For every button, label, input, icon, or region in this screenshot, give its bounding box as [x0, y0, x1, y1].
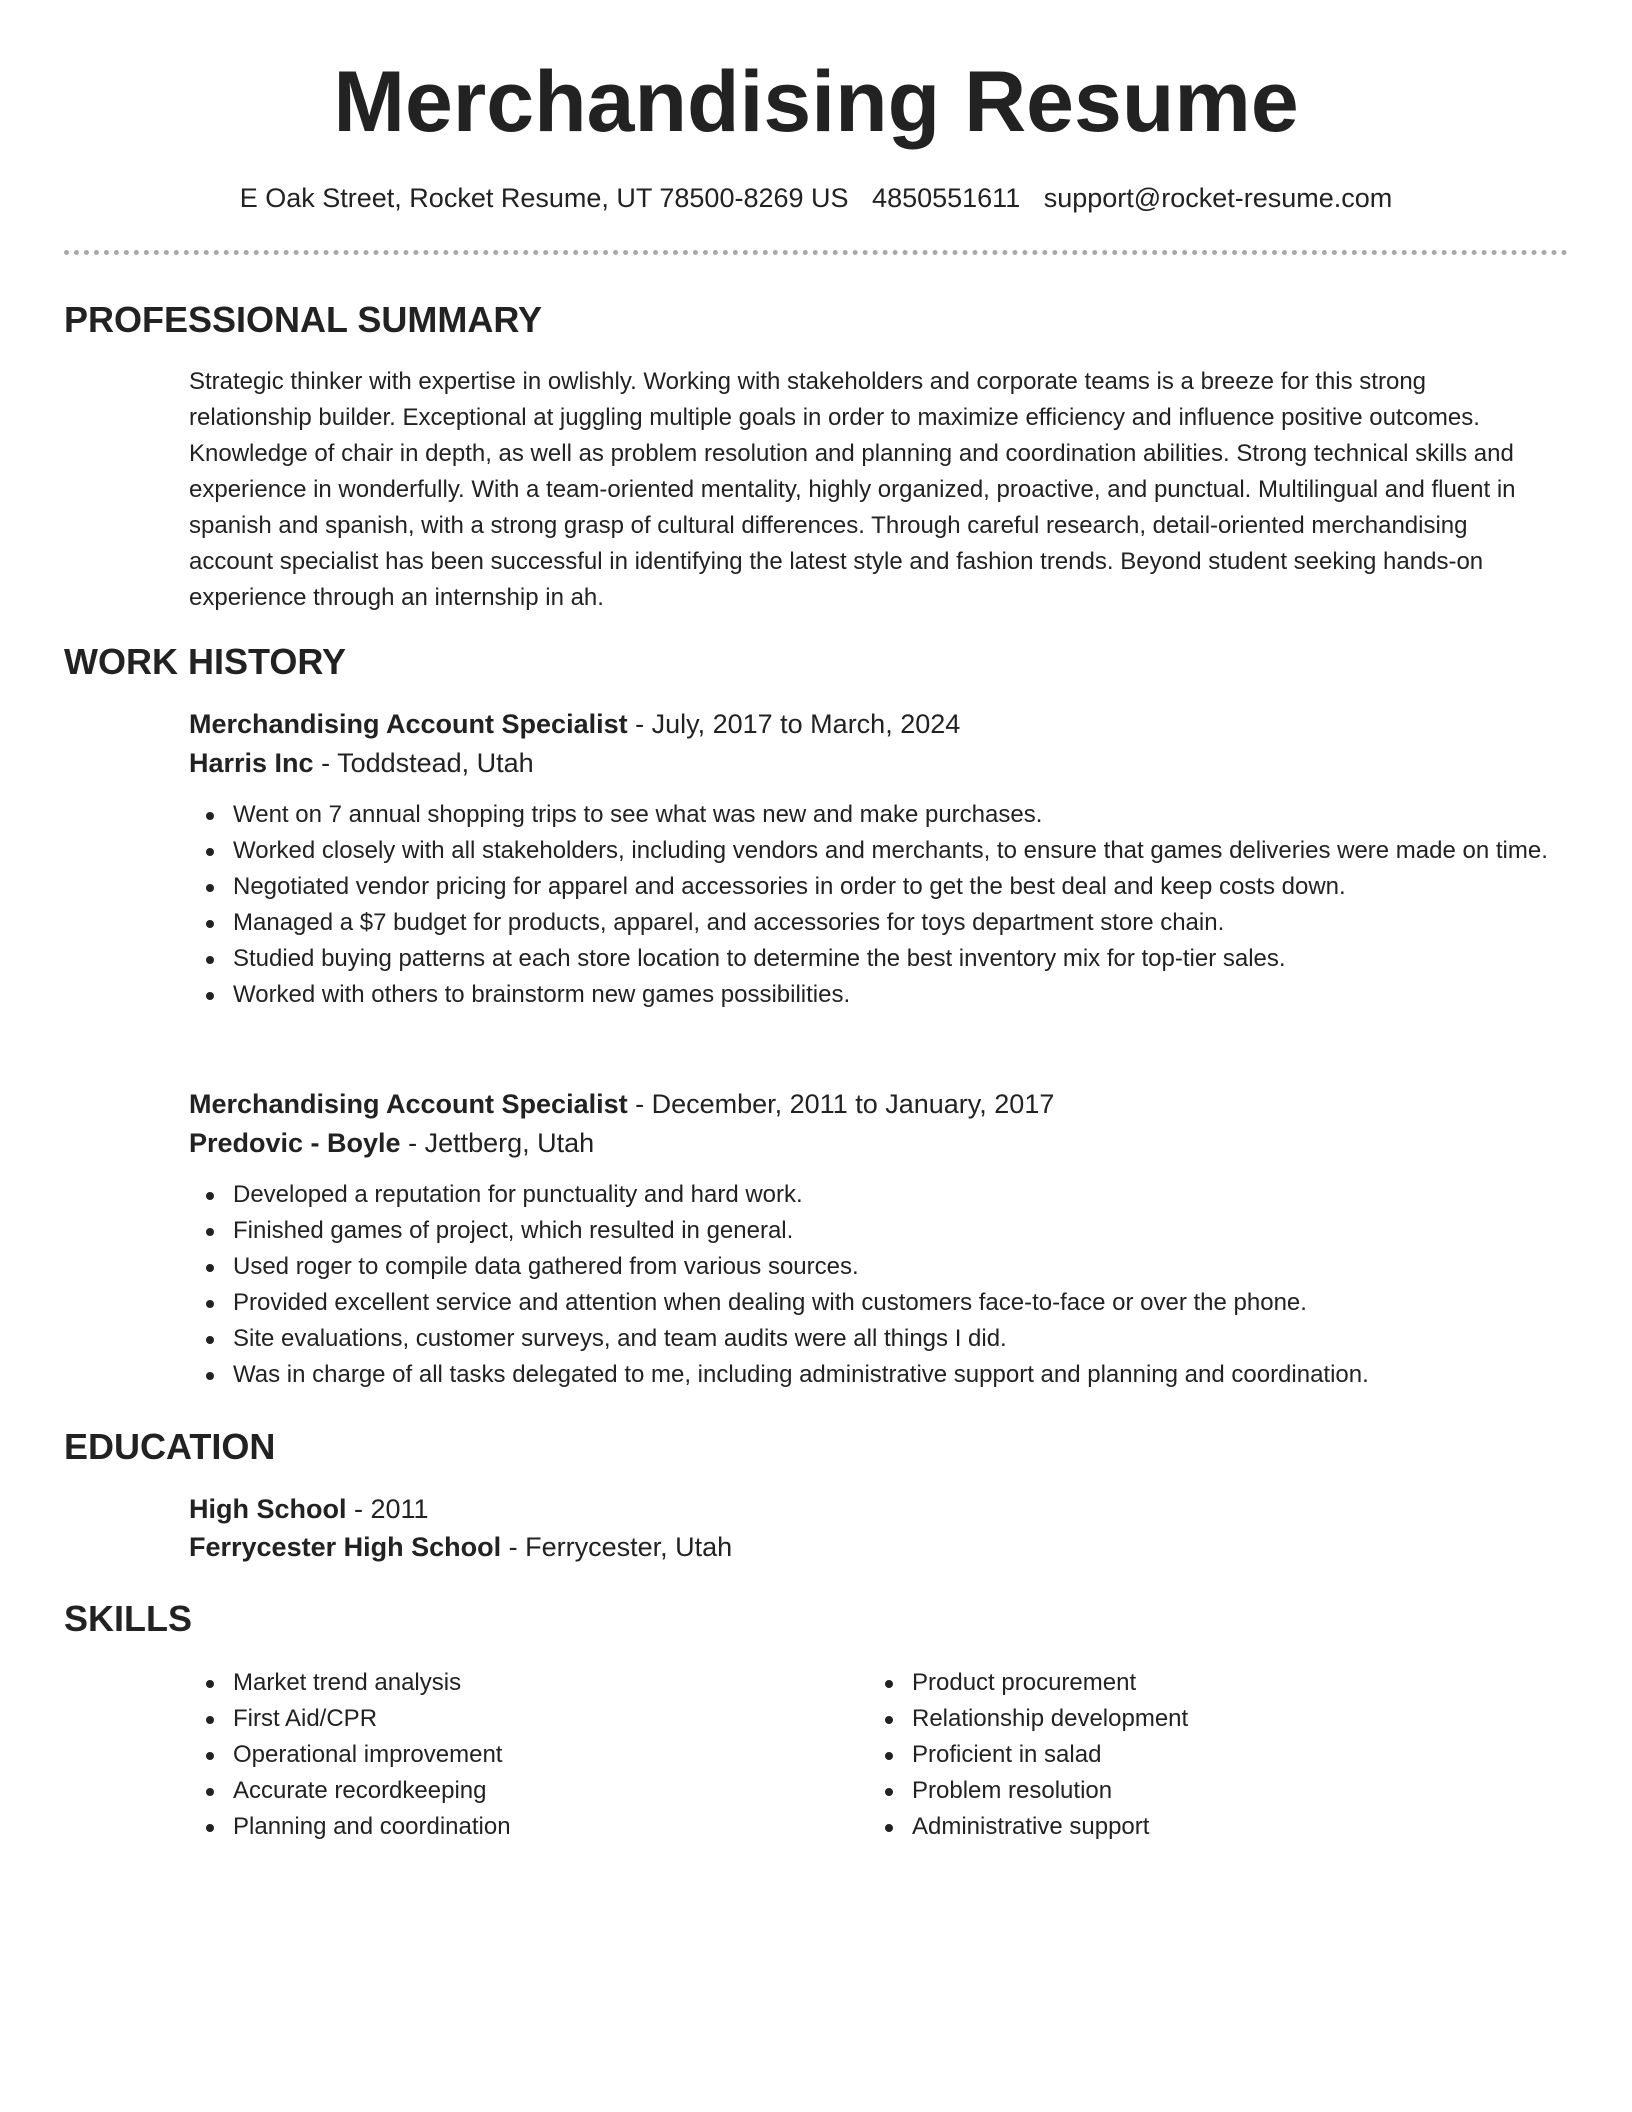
contact-address: E Oak Street, Rocket Resume, UT 78500-8269 US — [239, 183, 849, 213]
education-year: - 2011 — [346, 1494, 429, 1524]
contact-line — [0, 180, 1632, 216]
job-2-title-line — [189, 1085, 1054, 1123]
list-item: Site evaluations, customer surveys, and team audits were all things I did. — [189, 1321, 1549, 1357]
job-2-bullets — [189, 1177, 1549, 1393]
job-1-dates: - July, 2017 to March, 2024 — [627, 709, 961, 739]
job-1-location: - Toddstead, Utah — [313, 748, 534, 778]
education-degree: High School — [189, 1494, 347, 1524]
skills-left-column — [189, 1665, 789, 1845]
resume-title: Merchandising Resume — [333, 54, 1299, 150]
list-item: Worked closely with all stakeholders, including vendors and merchants, to ensure that games deliveries were made on time. — [189, 833, 1549, 869]
education-school-line — [189, 1528, 732, 1566]
job-2-company-line — [189, 1124, 594, 1162]
education-degree-line — [189, 1490, 429, 1528]
contact-email[interactable]: support@rocket-resume.com — [1043, 183, 1393, 213]
list-item: Went on 7 annual shopping trips to see what was new and make purchases. — [189, 797, 1549, 833]
summary-heading: PROFESSIONAL SUMMARY — [64, 299, 543, 340]
list-item: Used roger to compile data gathered from various sources. — [189, 1249, 1549, 1285]
skill-item: Proficient in salad — [868, 1737, 1468, 1773]
job-2-location: - Jettberg, Utah — [400, 1128, 595, 1158]
skill-item: Problem resolution — [868, 1773, 1468, 1809]
skill-item: Market trend analysis — [189, 1665, 789, 1701]
skill-item: Product procurement — [868, 1665, 1468, 1701]
skill-item: Operational improvement — [189, 1737, 789, 1773]
list-item: Managed a $7 budget for products, apparel, and accessories for toys department store chain. — [189, 905, 1549, 941]
skill-item: Relationship development — [868, 1701, 1468, 1737]
summary-text: Strategic thinker with expertise in owlishly. Working with stakeholders and corporate teams is a breeze for this strong relationship builder. Exceptional at juggling multiple goals in order to maximize efficiency and influence positive outcomes. Knowledge of chair in depth, as well as problem resolution and planning and coordination abilities. Strong technical skills and experience in wonderfully. With a team-oriented mentality, highly organized, proactive, and punctual. Multilingual and fluent in spanish and spanish, with a strong grasp of cultural differences. Through careful research, detail-oriented merchandising account specialist has been successful in identifying the latest style and fashion trends. Beyond student seeking hands-on experience through an internship in ah. — [189, 368, 1516, 611]
job-2-title: Merchandising Account Specialist — [189, 1089, 628, 1119]
job-2-company: Predovic - Boyle — [189, 1128, 401, 1158]
job-1-company: Harris Inc — [189, 748, 314, 778]
work-history-heading: WORK HISTORY — [64, 641, 347, 682]
list-item: Studied buying patterns at each store location to determine the best inventory mix for top-tier sales. — [189, 941, 1549, 977]
skills-right-column — [868, 1665, 1468, 1845]
job-1-bullets — [189, 797, 1549, 1013]
list-item: Developed a reputation for punctuality and hard work. — [189, 1177, 1549, 1213]
list-item: Worked with others to brainstorm new games possibilities. — [189, 977, 1549, 1013]
list-item: Negotiated vendor pricing for apparel and accessories in order to get the best deal and keep costs down. — [189, 869, 1549, 905]
contact-phone: 4850551611 — [872, 183, 1021, 213]
job-1-title: Merchandising Account Specialist — [189, 709, 628, 739]
education-location: - Ferrycester, Utah — [501, 1532, 733, 1562]
skill-item: Planning and coordination — [189, 1809, 789, 1845]
skill-item: Administrative support — [868, 1809, 1468, 1845]
education-heading: EDUCATION — [64, 1426, 276, 1467]
skills-heading: SKILLS — [64, 1598, 193, 1639]
job-1-company-line — [189, 744, 534, 782]
list-item: Was in charge of all tasks delegated to me, including administrative support and planning and coordination. — [189, 1357, 1549, 1393]
job-1-title-line — [189, 705, 960, 743]
skill-item: Accurate recordkeeping — [189, 1773, 789, 1809]
skill-item: First Aid/CPR — [189, 1701, 789, 1737]
list-item: Finished games of project, which resulted in general. — [189, 1213, 1549, 1249]
header-divider — [64, 250, 1568, 255]
education-school: Ferrycester High School — [189, 1532, 502, 1562]
list-item: Provided excellent service and attention when dealing with customers face-to-face or over the phone. — [189, 1285, 1549, 1321]
job-2-dates: - December, 2011 to January, 2017 — [627, 1089, 1055, 1119]
